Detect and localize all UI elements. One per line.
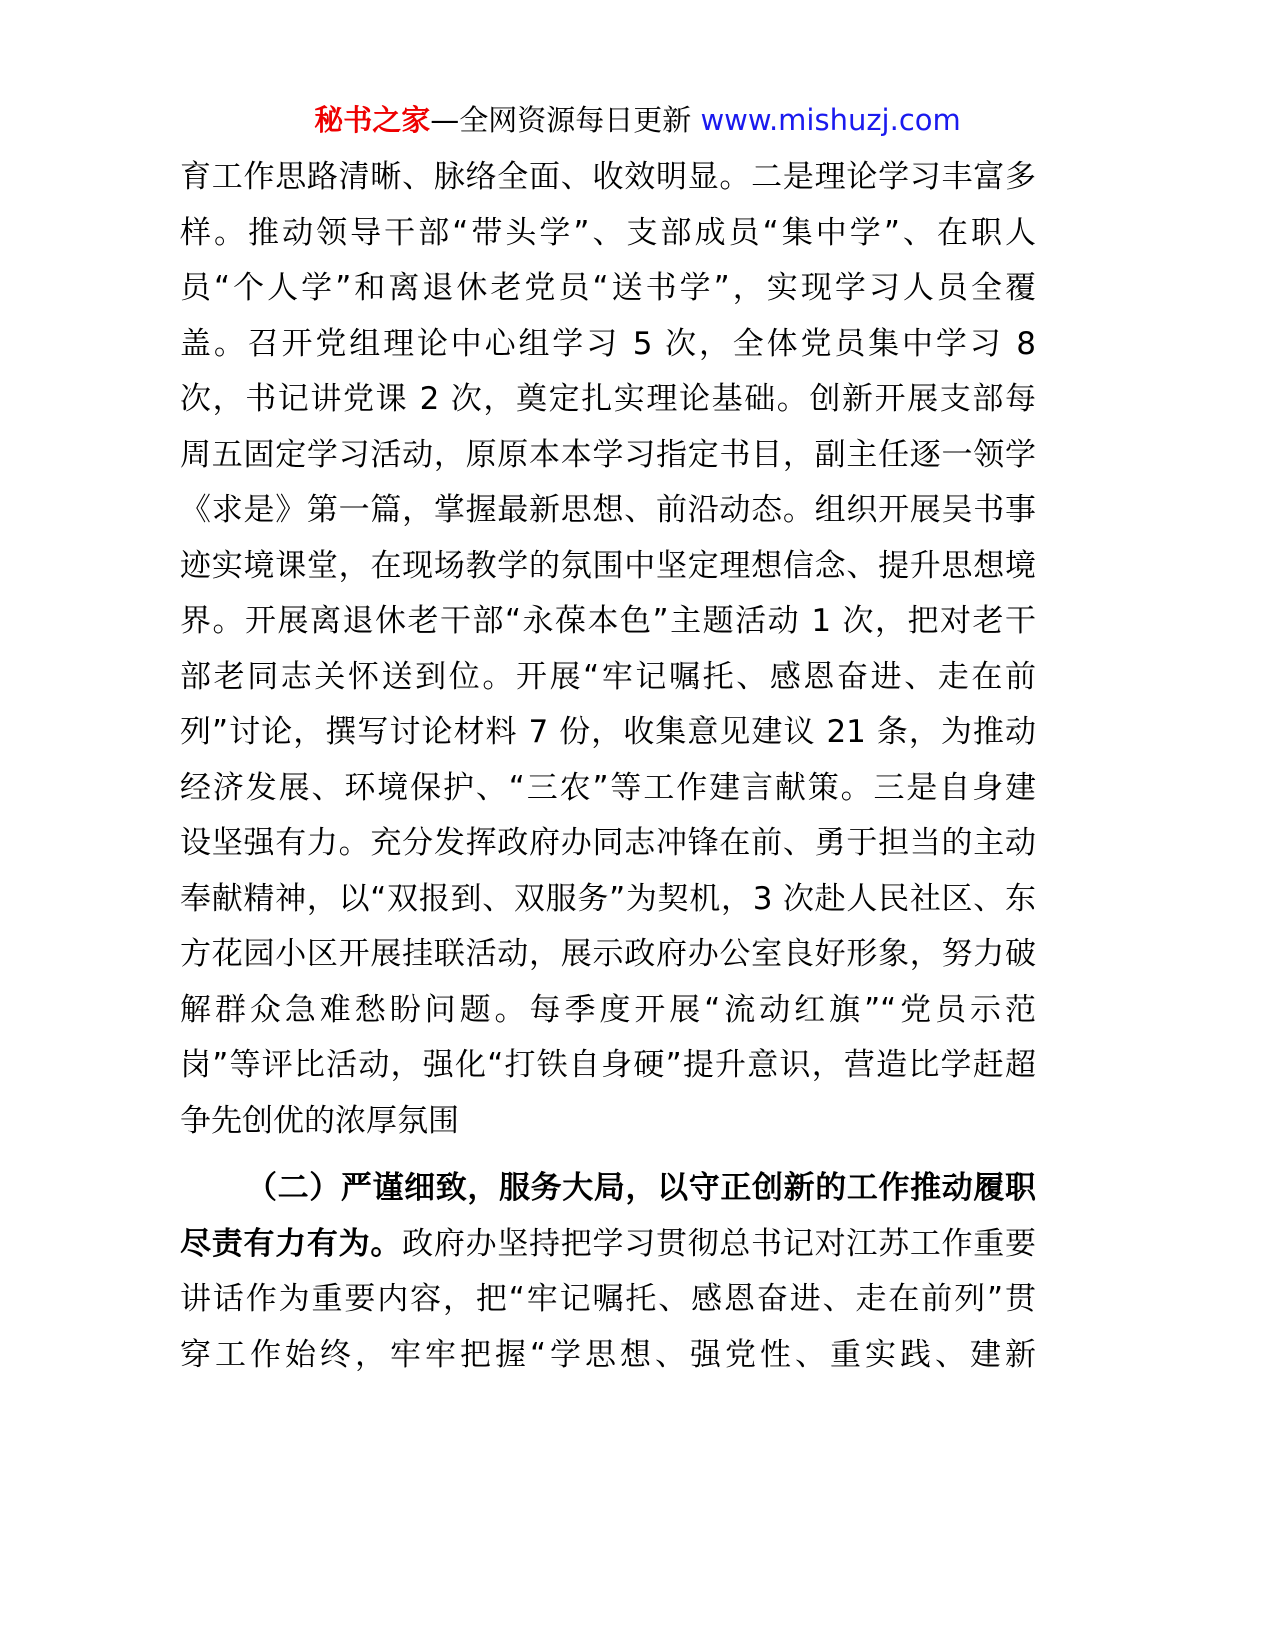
paragraph-line: 解群众急难愁盼问题。每季度开展“流动红旗”“党员示范 (180, 991, 1036, 1028)
paragraph-line: 次，书记讲党课 2 次，奠定扎实理论基础。创新开展支部每 (180, 381, 1036, 417)
section-heading: （二）严谨细致，服务大局，以守正创新的工作推动履职 (246, 1170, 1036, 1206)
paragraph-line: 经济发展、环境保护、“三农”等工作建言献策。三是自身建 (180, 769, 1036, 806)
section-heading-end: 尽责有力有为。 (180, 1225, 403, 1262)
paragraph-line: 界。开展离退休老干部“永葆本色”主题活动 1 次，把对老干 (180, 603, 1036, 639)
paragraph-line: 岗”等评比活动，强化“打铁自身硬”提升意识，营造比学赶超 (180, 1047, 1036, 1083)
paragraph-line: 设坚强有力。充分发挥政府办同志冲锋在前、勇于担当的主动 (180, 825, 1036, 861)
paragraph-line: 《求是》第一篇，掌握最新思想、前沿动态。组织开展吴书事 (180, 492, 1036, 528)
paragraph-line: 方花园小区开展挂联活动，展示政府办公室良好形象，努力破 (180, 936, 1036, 972)
paragraph-line: 争先创优的浓厚氛围 (180, 1102, 459, 1139)
paragraph-line: 迹实境课堂，在现场教学的氛围中坚定理想信念、提升思想境 (180, 547, 1036, 584)
header-url-link[interactable]: www.mishuzj.com (700, 103, 961, 137)
paragraph-line: 育工作思路清晰、脉络全面、收效明显。二是理论学习丰富多 (180, 159, 1036, 195)
section-text-start: 政府办坚持把学习贯彻总书记对江苏工作重要 (402, 1225, 1037, 1262)
document-body (180, 150, 1036, 1383)
paragraph-line: 奉献精神，以“双报到、双服务”为契机，3 次赴人民社区、东 (180, 880, 1036, 917)
header-tagline: —全网资源每日更新 (430, 103, 701, 137)
paragraph-line: 员“个人学”和离退休老党员“送书学”，实现学习人员全覆 (180, 270, 1036, 306)
page-header (0, 100, 1275, 140)
paragraph-line: 穿工作始终，牢牢把握“学思想、强党性、重实践、建新 (180, 1336, 1036, 1373)
paragraph-line: 讲话作为重要内容，把“牢记嘱托、感恩奋进、走在前列”贯 (180, 1281, 1036, 1317)
header-brand: 秘书之家 (314, 103, 431, 137)
paragraph-line: 盖。召开党组理论中心组学习 5 次，全体党员集中学习 8 (180, 325, 1036, 362)
paragraph-line: 列”讨论，撰写讨论材料 7 份，收集意见建议 21 条，为推动 (180, 714, 1036, 750)
paragraph-line: 样。推动领导干部“带头学”、支部成员“集中学”、在职人 (180, 214, 1036, 251)
paragraph-line: 部老同志关怀送到位。开展“牢记嘱托、感恩奋进、走在前 (180, 658, 1036, 695)
section-heading-continuation (180, 1217, 1036, 1273)
paragraph-line: 周五固定学习活动，原原本本学习指定书目，副主任逐一领学 (180, 436, 1036, 473)
